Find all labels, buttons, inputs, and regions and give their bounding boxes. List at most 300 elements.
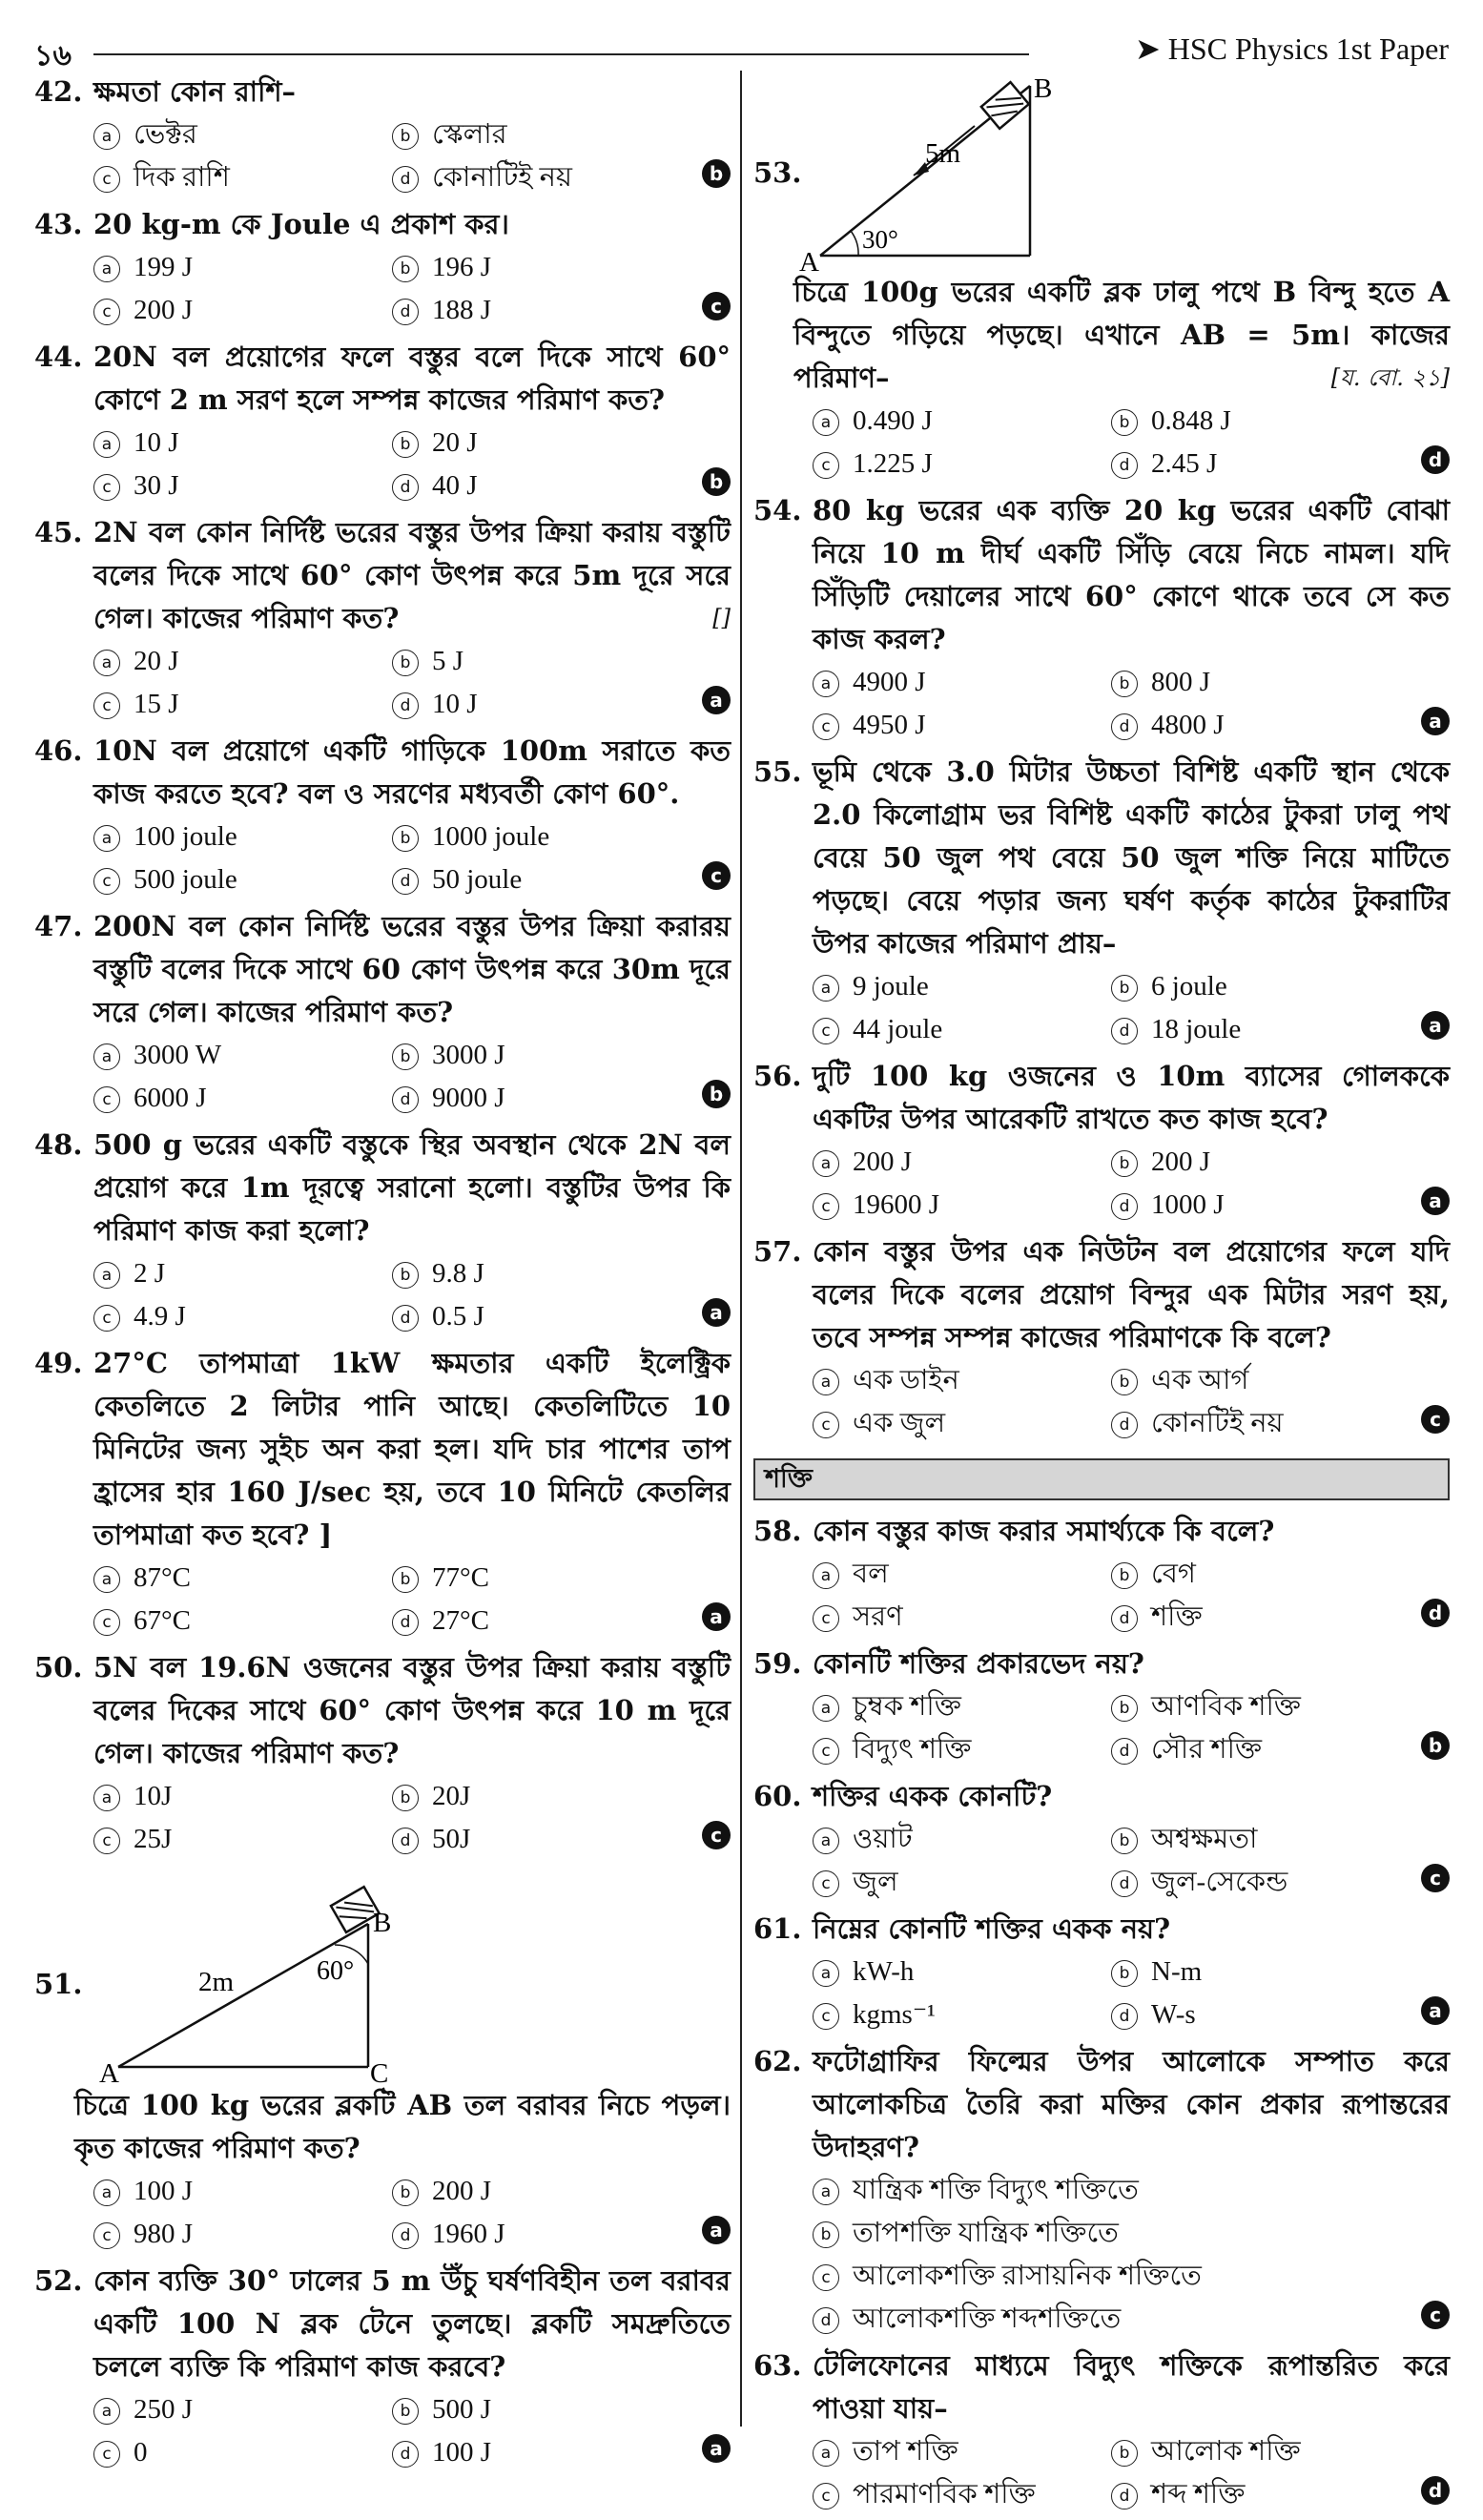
question-number: 45. <box>34 516 83 548</box>
question-number: 52. <box>34 2264 83 2297</box>
question-stem <box>34 511 731 640</box>
option-c <box>813 2255 1202 2298</box>
option-marker: c <box>813 1018 839 1044</box>
option-row <box>813 2430 1450 2473</box>
option-row <box>813 2169 1450 2212</box>
options <box>34 816 731 901</box>
option-text: 199 J <box>134 252 194 282</box>
options <box>34 1557 731 1642</box>
option-d <box>1111 1184 1410 1227</box>
question-number: 55. <box>753 755 802 788</box>
option-marker: b <box>1111 409 1138 436</box>
option-d <box>1111 2473 1410 2516</box>
options <box>34 422 731 507</box>
option-a <box>93 1034 392 1077</box>
option-text: 19600 J <box>853 1189 940 1220</box>
question-stem <box>753 1908 1450 1951</box>
option-text: অশ্বক্ষমতা <box>1151 1824 1258 1854</box>
option-marker: c <box>93 2441 120 2468</box>
question-list-energy <box>753 1510 1450 2036</box>
point-a-label: A <box>99 2058 119 2084</box>
question-text: ভূমি থেকে 3.0 মিটার উচ্চতা বিশিষ্ট একটি স্থান থেকে 2.0 কিলোগ্রাম ভর বিশিষ্ট একটি কাঠের টুকরা ঢালু পথ বেয়ে 50 জুল পথ বেয়ে 50 জুল শক্তি নিয়ে মাটিতে পড়ছে। বেয়ে পড়ার জন্য ঘর্ষণ কর্তৃক কাঠের টুকরাটির উপর কাজের পরিমাণ প্রায়– <box>813 755 1450 960</box>
page-number: ১৬ <box>34 39 72 72</box>
question-stem <box>753 751 1450 965</box>
option-a <box>813 2430 1111 2473</box>
option-marker: d <box>1111 2003 1138 2030</box>
option-text: 20J <box>432 1781 471 1811</box>
option-c <box>813 1861 1111 1904</box>
option-b <box>813 2212 1119 2255</box>
option-text: kgms⁻¹ <box>853 1999 936 2030</box>
option-row <box>813 400 1450 443</box>
source-tag: [য. বো. ২১] <box>1330 364 1450 391</box>
point-b-label: B <box>1034 73 1053 104</box>
option-row <box>813 1861 1450 1904</box>
option-marker: c <box>93 1305 120 1332</box>
option-marker: d <box>392 1086 419 1113</box>
option-b <box>392 422 690 465</box>
question-stem <box>753 2040 1450 2169</box>
options <box>34 246 731 332</box>
answer-badge: b <box>1421 1731 1450 1760</box>
option-text: 4900 J <box>853 667 926 697</box>
options <box>753 1359 1450 1445</box>
option-text: 20 J <box>134 646 179 676</box>
option-marker: a <box>813 2440 839 2467</box>
question-number: 57. <box>753 1235 802 1268</box>
answer-badge: a <box>702 2434 731 2463</box>
question-item <box>34 730 731 901</box>
question-number: 59. <box>753 1647 802 1680</box>
column-divider <box>740 71 742 2427</box>
answer-badge: d <box>1421 1599 1450 1627</box>
option-b <box>1111 1685 1410 1728</box>
option-text: 3000 J <box>432 1040 505 1070</box>
option-marker: c <box>93 692 120 719</box>
option-c <box>813 443 1111 485</box>
question-text: 200N বল কোন নির্দিষ্ট ভরের বস্তুর উপর ক্রিয়া করারয় বস্তুটি বলের দিকে সাথে 60 কোণ উৎপন্ন করে 30m দূরে সরে গেল। কাজের পরিমাণ কত? <box>93 910 731 1028</box>
option-b <box>1111 400 1410 443</box>
option-text: 980 J <box>134 2219 194 2249</box>
option-marker: d <box>1111 713 1138 740</box>
answer-badge: c <box>702 1821 731 1849</box>
option-text: জুল-সেকেন্ড <box>1151 1867 1288 1897</box>
book-title: ➤ HSC Physics 1st Paper <box>1134 31 1449 66</box>
option-marker: d <box>1111 1605 1138 1632</box>
option-marker: a <box>813 1150 839 1177</box>
option-d <box>1111 1596 1410 1639</box>
option-marker: b <box>392 1262 419 1289</box>
option-row <box>93 816 731 858</box>
option-text: 1000 J <box>1151 1189 1225 1220</box>
answer-badge: c <box>702 292 731 320</box>
incline-diagram-53 <box>753 71 1450 271</box>
point-b-label: B <box>373 1908 392 1938</box>
option-b <box>392 114 690 156</box>
option-b <box>392 640 690 683</box>
option-a <box>93 1775 392 1818</box>
angle-label: 30° <box>862 225 898 254</box>
option-text: সৌর শক্তি <box>1151 1734 1263 1765</box>
option-text: 100 J <box>432 2437 492 2468</box>
question-52 <box>34 2260 731 2474</box>
option-c <box>813 1402 1111 1445</box>
option-text: চুম্বক শক্তি <box>853 1691 961 1722</box>
option-marker: d <box>813 2307 839 2334</box>
option-text: 40 J <box>432 470 478 501</box>
question-list-left <box>34 71 731 1861</box>
option-text: আলোকশক্তি রাসায়নিক শক্তিতে <box>853 2261 1202 2291</box>
option-marker: a <box>813 1828 839 1854</box>
option-text: সরণ <box>853 1601 903 1632</box>
option-d <box>392 1295 690 1338</box>
option-row <box>93 683 731 726</box>
option-b <box>392 2170 690 2213</box>
option-marker: a <box>93 1566 120 1593</box>
option-text: 10 J <box>432 689 478 719</box>
option-marker: d <box>1111 1738 1138 1765</box>
option-text: বিদ্যুৎ শক্তি <box>853 1734 972 1765</box>
option-row <box>813 1359 1450 1402</box>
question-number: 62. <box>753 2045 802 2077</box>
option-row <box>813 965 1450 1008</box>
question-item <box>753 1775 1450 1904</box>
option-b <box>392 246 690 289</box>
option-marker: a <box>93 1785 120 1811</box>
option-b <box>1111 1359 1410 1402</box>
question-text: 80 kg ভরের এক ব্যক্তি 20 kg ভরের একটি বোঝা নিয়ে 10 m দীর্ঘ একটি সিঁড়ি বেয়ে নিচে নামল। যদি সিঁড়িটি দেয়ালের সাথে 60° কোণে থাকে তবে সে কত কাজ করল? <box>813 494 1450 655</box>
option-marker: c <box>813 1738 839 1765</box>
option-row <box>813 1685 1450 1728</box>
option-marker: b <box>1111 975 1138 1002</box>
option-b <box>1111 661 1410 704</box>
question-stem <box>34 730 731 816</box>
question-number: 46. <box>34 734 83 767</box>
option-row <box>813 1951 1450 1993</box>
options <box>34 2170 731 2256</box>
option-text: 50 joule <box>432 864 523 895</box>
option-text: 800 J <box>1151 667 1211 697</box>
option-text: কোনটিই নয় <box>1151 1408 1284 1438</box>
option-row <box>813 1141 1450 1184</box>
option-text: যান্ত্রিক শক্তি বিদ্যুৎ শক্তিতে <box>853 2175 1139 2205</box>
option-text: 0.848 J <box>1151 405 1231 436</box>
options <box>753 1141 1450 1227</box>
option-row <box>93 1775 731 1818</box>
source-tag: [] <box>712 605 731 631</box>
option-row <box>813 1184 1450 1227</box>
option-marker: a <box>813 2179 839 2205</box>
option-row <box>813 1818 1450 1861</box>
options <box>753 965 1450 1051</box>
option-text: 2.45 J <box>1151 448 1218 479</box>
question-item <box>34 1342 731 1642</box>
option-row <box>813 2473 1450 2516</box>
option-row <box>93 246 731 289</box>
option-text: 3000 W <box>134 1040 222 1070</box>
option-d <box>1111 1402 1410 1445</box>
options <box>753 2430 1450 2516</box>
option-d <box>392 858 690 901</box>
question-62 <box>753 2040 1450 2341</box>
option-d <box>392 1077 690 1120</box>
question-item <box>34 1124 731 1338</box>
option-marker: a <box>93 1043 120 1070</box>
option-b <box>1111 965 1410 1008</box>
question-number: 48. <box>34 1128 83 1161</box>
option-d <box>1111 1728 1410 1771</box>
option-text: 20 J <box>432 427 478 458</box>
option-text: 2 J <box>134 1258 166 1289</box>
option-d <box>392 1818 690 1861</box>
option-row <box>813 1402 1450 1445</box>
question-number: 50. <box>34 1651 83 1683</box>
option-c <box>93 1295 392 1338</box>
answer-badge: d <box>1421 445 1450 474</box>
option-marker: a <box>813 1695 839 1722</box>
option-text: এক ডাইন <box>853 1365 959 1395</box>
question-text: শক্তির একক কোনটি? <box>813 1780 1053 1812</box>
option-text: 0 <box>134 2437 148 2468</box>
option-row <box>93 114 731 156</box>
option-c <box>93 1077 392 1120</box>
answer-badge: a <box>702 686 731 714</box>
option-text: আণবিক শক্তি <box>1151 1691 1301 1722</box>
option-marker: d <box>392 2222 419 2249</box>
question-text: নিম্নের কোনটি শক্তির একক নয়? <box>813 1912 1171 1945</box>
option-c <box>93 156 392 199</box>
option-a <box>813 661 1111 704</box>
option-c <box>813 704 1111 747</box>
question-number: 51. <box>34 1968 83 2000</box>
option-a <box>93 640 392 683</box>
question-stem <box>753 1055 1450 1141</box>
option-marker: a <box>813 1369 839 1395</box>
question-number: 42. <box>34 75 83 108</box>
option-text: N-m <box>1151 1956 1203 1987</box>
question-text: কোন ব্যক্তি 30° ঢালের 5 m উঁচু ঘর্ষণবিহীন তল বরাবর একটি 100 N ব্লক টেনে তুলছে। ব্লকটি সমদ্রুতিতে চললে ব্যক্তি কি পরিমাণ কাজ করবে? <box>93 2264 731 2383</box>
option-b <box>392 1252 690 1295</box>
options <box>753 1818 1450 1904</box>
question-text: 10N বল প্রয়োগে একটি গাড়িকে 100m সরাতে কত কাজ করতে হবে? বল ও সরণের মধ্যবর্তী কোণ 60°. <box>93 734 731 810</box>
question-text: কোন বস্তুর কাজ করার সমার্থ্যকে কি বলে? <box>813 1515 1275 1547</box>
question-stem <box>34 1342 731 1557</box>
question-text: ক্ষমতা কোন রাশি– <box>93 75 297 108</box>
question-number: 43. <box>34 208 83 240</box>
option-marker: b <box>1111 1150 1138 1177</box>
option-text: 4.9 J <box>134 1301 186 1332</box>
option-c <box>93 2213 392 2256</box>
option-d <box>1111 443 1410 485</box>
question-item <box>753 1642 1450 1771</box>
option-marker: a <box>93 256 120 282</box>
answer-badge: a <box>1421 1996 1450 2025</box>
option-text: ভেক্টর <box>134 119 197 150</box>
option-c <box>93 2431 392 2474</box>
option-marker: a <box>813 1960 839 1987</box>
options <box>753 661 1450 747</box>
option-marker: b <box>392 1785 419 1811</box>
option-row <box>93 640 731 683</box>
question-item <box>34 1646 731 1861</box>
option-text: 196 J <box>432 252 492 282</box>
question-stem <box>753 1775 1450 1818</box>
option-marker: c <box>93 474 120 501</box>
option-a <box>813 400 1111 443</box>
option-c <box>813 2473 1111 2516</box>
option-marker: a <box>813 671 839 697</box>
option-marker: d <box>392 1305 419 1332</box>
option-a <box>93 816 392 858</box>
option-text: 1000 joule <box>432 821 550 852</box>
option-marker: c <box>813 2003 839 2030</box>
option-row <box>93 289 731 332</box>
right-column <box>753 71 1450 2520</box>
option-marker: c <box>93 166 120 193</box>
option-text: 100 joule <box>134 821 237 852</box>
option-c <box>813 1728 1111 1771</box>
question-stem <box>34 203 731 246</box>
option-marker: c <box>813 1870 839 1897</box>
option-marker: d <box>1111 1193 1138 1220</box>
option-marker: c <box>813 1605 839 1632</box>
option-a <box>813 1818 1111 1861</box>
option-c <box>93 289 392 332</box>
option-row <box>813 661 1450 704</box>
option-marker: d <box>392 166 419 193</box>
question-text: 2N বল কোন নির্দিষ্ট ভরের বস্তুর উপর ক্রিয়া করায় বস্তুটি বলের দিকে সাথে 60° কোণ উৎপন্ন করে 5m দূরে সরে গেল। কাজের পরিমাণ কত? <box>93 516 731 634</box>
option-marker: d <box>1111 1870 1138 1897</box>
question-53 <box>753 71 1450 485</box>
block-icon <box>331 1887 380 1932</box>
question-item <box>753 1055 1450 1227</box>
left-column <box>34 71 731 2478</box>
option-text: 18 joule <box>1151 1014 1242 1044</box>
option-a <box>93 246 392 289</box>
question-stem <box>34 1646 731 1775</box>
options <box>34 640 731 726</box>
option-row <box>813 2298 1450 2341</box>
option-a <box>813 1359 1111 1402</box>
option-marker: c <box>93 2222 120 2249</box>
option-row <box>93 1600 731 1642</box>
option-marker: d <box>392 868 419 895</box>
option-a <box>93 2170 392 2213</box>
option-marker: b <box>392 1043 419 1070</box>
options <box>34 1252 731 1338</box>
options <box>753 1685 1450 1771</box>
option-row <box>813 2212 1450 2255</box>
option-marker: b <box>1111 1695 1138 1722</box>
option-d <box>392 156 690 199</box>
question-text: চিত্রে 100 kg ভরের ব্লকটি AB তল বরাবর নিচে পড়ল। কৃত কাজের পরিমাণ কত? <box>74 2089 731 2164</box>
option-text: এক জুল <box>853 1408 946 1438</box>
option-text: জুল <box>853 1867 898 1897</box>
option-row <box>93 1818 731 1861</box>
question-text: 27°C তাপমাত্রা 1kW ক্ষমতার একটি ইলেক্ট্রিক কেতলিতে 2 লিটার পানি আছে। কেতলিটিতে 10 মিনিটের জন্য সুইচ অন করা হল। যদি চার পাশের তাপ হ্রাসের হার 160 J/sec হয়, তবে 10 মিনিটে কেতলির তাপমাত্রা কত হবে? ] <box>93 1347 731 1551</box>
option-c <box>813 1184 1111 1227</box>
option-marker: b <box>813 2221 839 2248</box>
option-text: কোনাটিই নয় <box>432 162 573 193</box>
option-text: 250 J <box>134 2394 194 2425</box>
option-a <box>813 965 1111 1008</box>
point-a-label: A <box>799 247 819 271</box>
option-text: 25J <box>134 1824 173 1854</box>
option-b <box>1111 1141 1410 1184</box>
option-row <box>93 858 731 901</box>
option-c <box>813 1008 1111 1051</box>
question-text: 20 kg-m কে Joule এ প্রকাশ কর। <box>93 208 509 240</box>
question-number: 58. <box>753 1515 802 1547</box>
option-marker: a <box>93 825 120 852</box>
option-a <box>93 2388 392 2431</box>
option-text: 15 J <box>134 689 179 719</box>
option-b <box>1111 1553 1410 1596</box>
question-list-right <box>753 489 1450 1445</box>
question-text: কোনটি শক্তির প্রকারভেদ নয়? <box>813 1647 1144 1680</box>
answer-badge: c <box>1421 1405 1450 1434</box>
question-number: 61. <box>753 1912 802 1945</box>
option-c <box>813 1993 1111 2036</box>
option-text: 50J <box>432 1824 471 1854</box>
option-marker: d <box>392 1609 419 1636</box>
option-marker: d <box>392 692 419 719</box>
option-c <box>93 1818 392 1861</box>
angle-arc <box>851 231 858 256</box>
option-marker: b <box>392 256 419 282</box>
option-text: 0.490 J <box>853 405 933 436</box>
question-text: 20N বল প্রয়োগের ফলে বস্তুর বলে দিকে সাথে 60° কোণে 2 m সরণ হলে সম্পন্ন কাজের পরিমাণ কত? <box>93 341 731 416</box>
option-text: 67°C <box>134 1605 191 1636</box>
option-row <box>813 1008 1450 1051</box>
option-marker: c <box>813 1193 839 1220</box>
option-marker: c <box>813 2264 839 2291</box>
option-a <box>93 422 392 465</box>
option-marker: d <box>392 1828 419 1854</box>
option-marker: b <box>392 825 419 852</box>
option-row <box>93 422 731 465</box>
options <box>753 1951 1450 2036</box>
option-b <box>392 1775 690 1818</box>
option-row <box>93 2431 731 2474</box>
options <box>34 1034 731 1120</box>
option-d <box>392 289 690 332</box>
option-row <box>93 1077 731 1120</box>
answer-badge: b <box>702 1080 731 1108</box>
question-number: 63. <box>753 2349 802 2382</box>
option-text: 6 joule <box>1151 971 1227 1002</box>
option-row <box>813 1596 1450 1639</box>
figure-53 <box>753 71 1450 271</box>
option-marker: c <box>813 713 839 740</box>
option-text: শব্দ শক্তি <box>1151 2479 1246 2510</box>
option-text: 200 J <box>853 1146 913 1177</box>
option-text: 9000 J <box>432 1083 505 1113</box>
option-text: তাপশক্তি যান্ত্রিক শক্তিতে <box>853 2218 1119 2248</box>
option-c <box>93 1600 392 1642</box>
option-marker: a <box>93 1262 120 1289</box>
question-stem <box>34 71 731 114</box>
option-row <box>813 1993 1450 2036</box>
options <box>34 114 731 199</box>
option-marker: b <box>392 650 419 676</box>
question-stem <box>34 1124 731 1252</box>
question-text: দুটি 100 kg ওজনের ও 10m ব্যাসের গোলককে একটির উপর আরেকটি রাখতে কত কাজ হবে? <box>813 1060 1450 1135</box>
question-text: কোন বস্তুর উপর এক নিউটন বল প্রয়োগের ফলে যদি বলের দিকে বলের প্রয়োগ বিন্দুর এক মিটার সরণ হয়, তবে সম্পন্ন সম্পন্ন কাজের পরিমাণকে কি বলে? <box>813 1235 1450 1353</box>
options <box>753 2169 1450 2341</box>
option-text: 6000 J <box>134 1083 207 1113</box>
option-c <box>93 858 392 901</box>
